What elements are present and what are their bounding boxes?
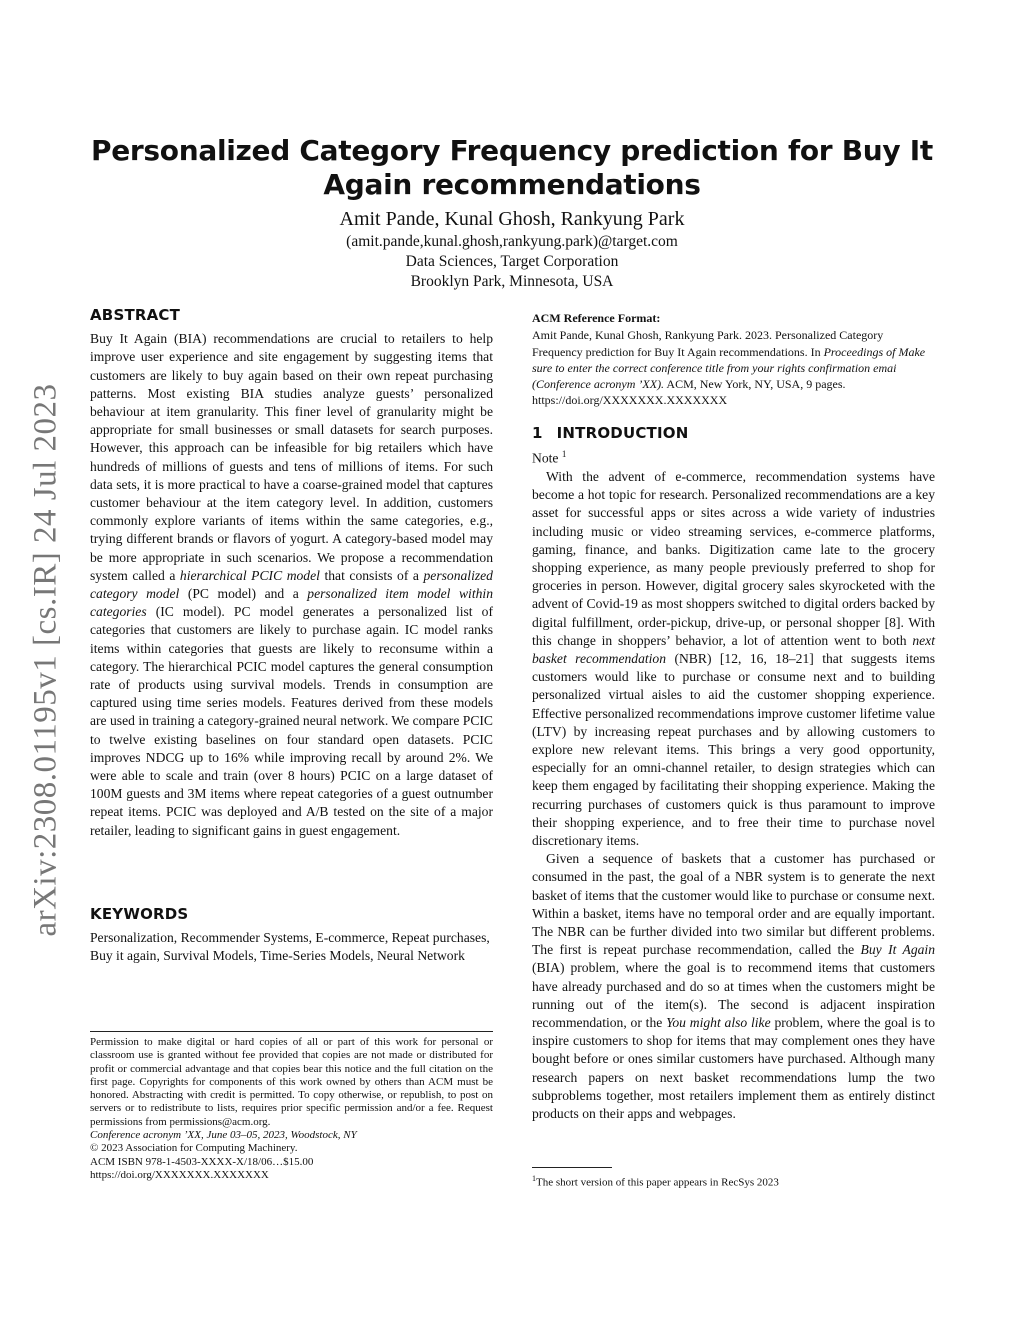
location: Brooklyn Park, Minnesota, USA xyxy=(410,273,614,290)
introduction-section xyxy=(532,424,935,1123)
permission-divider xyxy=(90,1031,493,1032)
abstract-section xyxy=(90,306,493,840)
acm-reference-text: Amit Pande, Kunal Ghosh, Rankyung Park. 2023. Personalized Category Frequency prediction for Buy It Again recommendations. In Proceedings of Make sure to enter the correct conference title from your rights confirmation emai (Conference acronym ’XX). ACM, New York, NY, USA, 9 pages. https://doi.org/XXXXXXX.XXXXXXX xyxy=(532,328,926,408)
affiliation: Data Sciences, Target Corporation xyxy=(405,253,619,270)
intro-paragraph-2: Given a sequence of baskets that a customer has purchased or consumed in the past, the goal of a NBR system is to generate the next basket of items that the customer would like to purchase or consume next. Within a basket, items have no temporal order and are equally important. The NBR can be further divided into two similar but different problems. The first is repeat purchase recommendation, called the Buy It Again (BIA) problem, where the goal is to recommend items that customers have already purchased and do so at times when the customers might be running out of the item(s). The second is adjacent inspiration recommendation, or the You might also like problem, where the goal is to inspire customers to shop for items that may complement ones they have bought before or ones similar customers have purchased. Although many research papers on next basket recommendations lump the two subproblems together, most retailers implement them as entirely distinct products on their apps and webpages. xyxy=(532,851,935,1122)
arxiv-id: arXiv:2308.01195v1 [cs.IR] 24 Jul 2023 xyxy=(27,383,64,937)
keywords-text: Personalization, Recommender Systems, E-commerce, Repeat purchases, Buy it again, Survival Models, Time-Series Models, Neural Network xyxy=(90,930,490,964)
copyright-line: © 2023 Association for Computing Machinery. xyxy=(90,1142,298,1155)
authors: Amit Pande, Kunal Ghosh, Rankyung Park xyxy=(339,208,685,230)
footnote: $^1$The short version of this paper appears in RecSys 2023 xyxy=(532,1174,779,1189)
acm-reference xyxy=(532,309,935,409)
acm-reference-heading: ACM Reference Format: xyxy=(532,311,661,325)
note-line: Note $^1$ xyxy=(532,449,567,466)
intro-paragraph-1: With the advent of e-commerce, recommendation systems have become a hot topic for research. Personalized recommendations are a key asset for successful apps or sites across a wide variety of industries including music or video streaming services, e-commerce platforms, gaming, finance, and banks. Digitization came late to the grocery shopping experience, as many people previously preferred to shop for groceries in person. However, digital grocery sales skyrocketed with the advent of Covid-19 as most shoppers switched to digital orders backed by digital fulfillment, order-pickup, drive-up, or personal shopper [8]. With this change in shoppers’ behavior, a lot of attention went to both next basket recommendation (NBR) [12, 16, 18–21] that suggests items customers would like to purchase or consume next and to building personalized virtual aisles to aid the customer shopping experience. Effective personalized recommendations improve customer lifetime value (LTV) by increasing repeat purchases and by allowing customers to explore new relevant items. This brings a very good opportunity, especially for an omni-channel retailer, to design strategies which can keep them engaged by facilitating their shopping experience. Making the recurring purchases of customers quick is thus paramount to improve their shopping experience, and to free their time to purchase novel discretionary items. xyxy=(532,468,935,848)
keywords-section xyxy=(90,905,493,966)
abstract-heading: ABSTRACT xyxy=(90,306,181,324)
author-email: (amit.pande,kunal.ghosh,rankyung.park)@target.com xyxy=(346,233,678,250)
paper-title: Personalized Category Frequency prediction for Buy It Again recommendations xyxy=(91,134,933,201)
abstract-text: Buy It Again (BIA) recommendations are crucial to retailers to help improve user experience and site engagement by suggesting items that customers are likely to buy again based on their own repeat purchasing patterns. Most existing BIA studies analyze guests’ personalized behaviour at item granularity. This finer level of granularity might be appropriate for small businesses or small datasets for search purposes. However, this approach can be infeasible for big retailers which have hundreds of millions of guests and tens of millions of items. For such data sets, it is more practical to have a coarse-grained model that captures customer behaviour at the item category level. In addition, customers commonly explore variants of items within the same categories, e.g., trying different brands or flavors of yogurt. A category-based model may be more appropriate in such scenarios. We propose a recommendation system called a hierarchical PCIC model that consists of a personalized category model (PC model) and a personalized item model within categories (IC model). PC model generates a personalized list of categories that customers are likely to purchase again. IC model ranks items within categories that guests are likely to reconsume within a category. The hierarchical PCIC model captures the general consumption rate of products using survival models. Trends in consumption are captured using time series models. Features derived from these models are used in training a category-grained neural network. We compare PCIC to twelve existing baselines on four standard open datasets. PCIC improves NDCG up to 16% while improving recall by around 2%. We were able to scale and train (over 8 hours) PCIC on a large dataset of 100M guests and 3M items where repeat categories of a guest outnumber repeat items. PCIC was deployed and A/B tested on the site of a major retailer, leading to significant gains in guest engagement. xyxy=(90,331,493,838)
conference-line: Conference acronym ’XX, June 03–05, 2023, Woodstock, NY xyxy=(90,1129,357,1142)
permission-text: Permission to make digital or hard copies of all or part of this work for personal or classroom use is granted without fee provided that copies are not made or distributed for profit or commercial advantage and that copies bear this notice and the full citation on the first page. Copyrights for components of this work owned by others than ACM must be honored. Abstracting with credit is permitted. To copy otherwise, or republish, to post on servers or to redistribute to lists, requires prior specific permission and/or a fee. Request permissions from permissions@acm.org. xyxy=(90,1036,493,1128)
keywords-heading: KEYWORDS xyxy=(90,905,189,923)
isbn-line: ACM ISBN 978-1-4503-XXXX-X/18/06…$15.00 xyxy=(90,1155,314,1168)
permission-block xyxy=(90,1036,493,1182)
doi-link[interactable]: https://doi.org/XXXXXXX.XXXXXXX xyxy=(90,1168,269,1181)
arxiv-stamp xyxy=(16,380,76,940)
introduction-heading: 1 INTRODUCTION xyxy=(532,424,689,442)
footnote-divider xyxy=(532,1167,612,1168)
affiliation-block xyxy=(90,232,934,292)
